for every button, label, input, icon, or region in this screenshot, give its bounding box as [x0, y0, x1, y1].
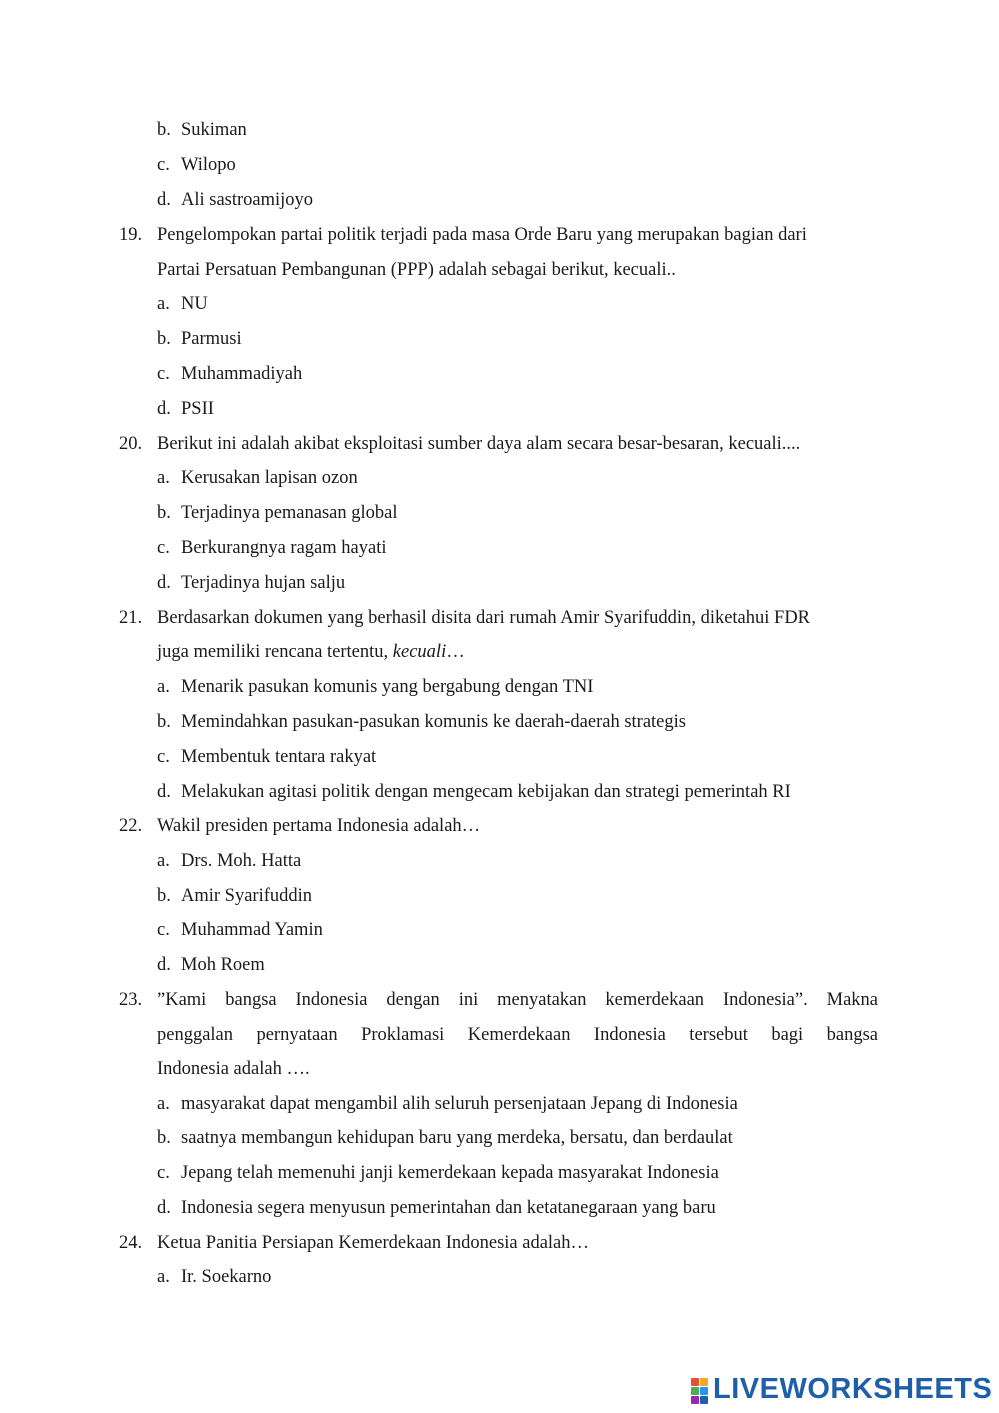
option-letter: d. [157, 573, 171, 593]
question-text-line: Berikut ini adalah akibat eksploitasi sumber daya alam secara besar-besaran, kecuali.... [157, 434, 801, 454]
question-text-line: Indonesia adalah …. [157, 1059, 310, 1079]
question-text-line: Berdasarkan dokumen yang berhasil disita dari rumah Amir Syarifuddin, diketahui FDR [157, 608, 811, 628]
option-letter: a. [157, 1094, 170, 1114]
option-letter: c. [157, 1163, 170, 1183]
option-text: saatnya membangun kehidupan baru yang merdeka, bersatu, dan berdaulat [181, 1128, 733, 1148]
liveworksheets-logo-text: LIVEWORKSHEETS [713, 1373, 993, 1405]
option-letter: c. [157, 747, 170, 767]
liveworksheets-logo [691, 1373, 992, 1406]
option-letter: d. [157, 399, 171, 419]
option-text: Amir Syarifuddin [181, 886, 313, 906]
option-letter: b. [157, 886, 171, 906]
option-text: Melakukan agitasi politik dengan mengecam kebijakan dan strategi pemerintah RI [181, 782, 791, 802]
question-text-ellipsis: … [446, 642, 465, 662]
option-letter: b. [157, 712, 171, 732]
option-letter: c. [157, 538, 170, 558]
option-text: Sukiman [181, 120, 247, 140]
question-text-plain: juga memiliki rencana tertentu, [157, 642, 393, 662]
question-text-line: Wakil presiden pertama Indonesia adalah… [157, 816, 481, 836]
option-text: Membentuk tentara rakyat [181, 747, 377, 767]
question-23-line-1: ”Kami bangsa Indonesia dengan ini menyatakan kemerdekaan Indonesia”. Makna [157, 990, 878, 1010]
option-letter: b. [157, 329, 171, 349]
option-letter: d. [157, 190, 171, 210]
option-letter: a. [157, 1267, 170, 1287]
question-text-line: Ketua Panitia Persiapan Kemerdekaan Indonesia adalah… [157, 1233, 590, 1253]
option-text: Drs. Moh. Hatta [181, 851, 302, 871]
option-text: Muhammadiyah [181, 364, 303, 384]
option-text: Kerusakan lapisan ozon [181, 468, 358, 488]
option-text: Terjadinya hujan salju [181, 573, 346, 593]
option-text: Jepang telah memenuhi janji kemerdekaan kepada masyarakat Indonesia [181, 1163, 719, 1183]
option-text: NU [181, 294, 208, 314]
option-text: Memindahkan pasukan-pasukan komunis ke daerah-daerah strategis [181, 712, 686, 732]
option-letter: c. [157, 364, 170, 384]
question-number: 23. [119, 990, 143, 1010]
option-letter: a. [157, 677, 170, 697]
question-text-line: Pengelompokan partai politik terjadi pada masa Orde Baru yang merupakan bagian dari [157, 225, 807, 245]
option-letter: c. [157, 920, 170, 940]
option-letter: d. [157, 782, 171, 802]
option-letter: a. [157, 294, 170, 314]
option-text: masyarakat dapat mengambil alih seluruh persenjataan Jepang di Indonesia [181, 1094, 738, 1114]
question-text-line: Partai Persatuan Pembangunan (PPP) adalah sebagai berikut, kecuali.. [157, 260, 676, 280]
question-text-line [157, 640, 465, 664]
option-letter: b. [157, 503, 171, 523]
option-text: Muhammad Yamin [181, 920, 323, 940]
option-letter: a. [157, 468, 170, 488]
option-letter: d. [157, 955, 171, 975]
option-text: Menarik pasukan komunis yang bergabung dengan TNI [181, 677, 594, 697]
option-text: Berkurangnya ragam hayati [181, 538, 387, 558]
option-letter: b. [157, 120, 171, 140]
liveworksheets-logo-icon [691, 1377, 709, 1403]
option-letter: b. [157, 1128, 171, 1148]
option-letter: d. [157, 1198, 171, 1218]
question-text-italic: kecuali [392, 642, 447, 662]
option-text: Parmusi [181, 329, 242, 349]
option-letter: a. [157, 851, 170, 871]
question-number: 22. [119, 816, 143, 836]
option-text: PSII [181, 399, 214, 419]
option-text: Moh Roem [181, 955, 265, 975]
option-letter: c. [157, 155, 170, 175]
question-23-line-2: penggalan pernyataan Proklamasi Kemerdekaan Indonesia tersebut bagi bangsa [157, 1025, 878, 1045]
option-text: Indonesia segera menyusun pemerintahan dan ketatanegaraan yang baru [181, 1198, 716, 1218]
question-number: 24. [119, 1233, 143, 1253]
option-text: Terjadinya pemanasan global [181, 503, 398, 523]
question-number: 21. [119, 608, 143, 628]
option-text: Ali sastroamijoyo [181, 190, 314, 210]
option-text: Wilopo [181, 155, 236, 175]
question-number: 19. [119, 225, 143, 245]
question-number: 20. [119, 434, 143, 454]
option-text: Ir. Soekarno [181, 1267, 272, 1287]
